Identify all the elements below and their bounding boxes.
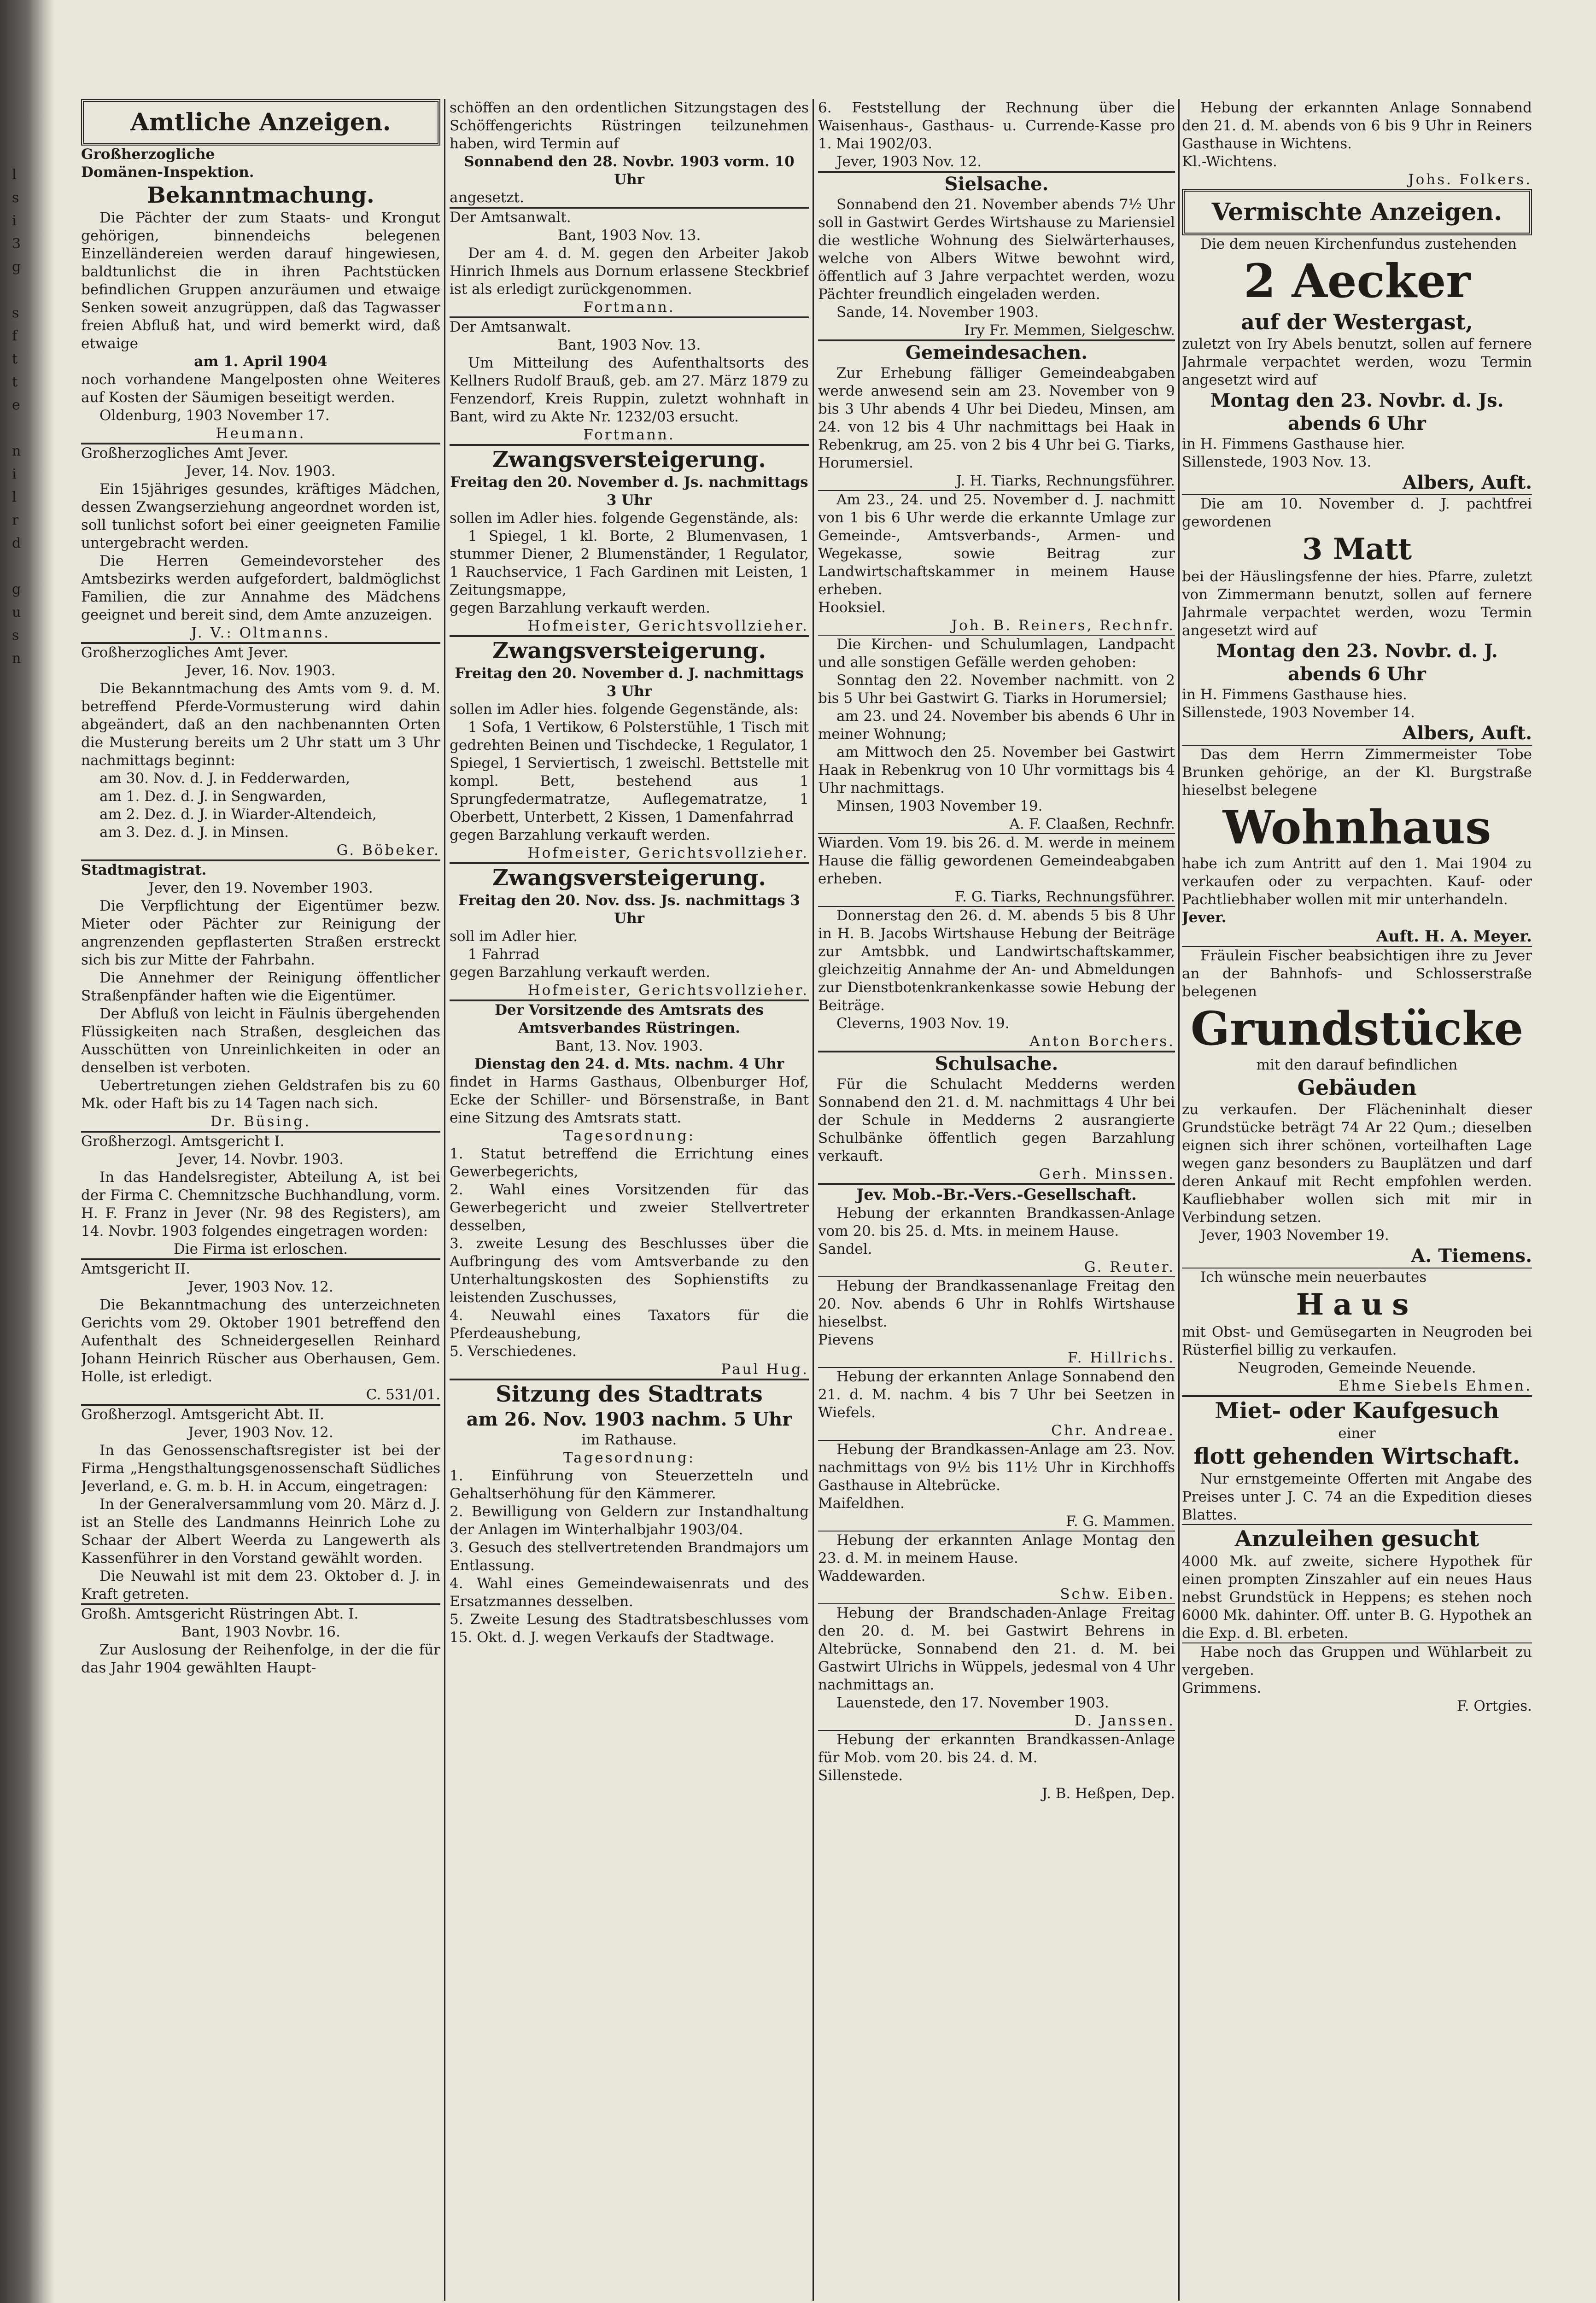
notice-amtsgericht-2 [81, 1260, 440, 1404]
ad-title: Miet- oder Kaufgesuch [1215, 1398, 1499, 1424]
notice-date: Jever, 14. Novbr. 1903. [178, 1151, 344, 1168]
notice-body-2: Die Annehmer der Reinigung öffentlicher Straßenpfänder haften wie die Eigentümer. [81, 970, 440, 1004]
ad-signature: Albers, Auft. [1403, 722, 1532, 744]
notice-place: Oldenburg, 1903 November 17. [99, 407, 330, 424]
notice-line: am 30. Nov. d. J. in Fedderwarden, [99, 770, 351, 787]
notice-body: Um Mitteilung des Aufenthaltsorts des Kellners Rudolf Brauß, geb. am 27. März 1879 zu Fenzendorf, Kreis Ruppin, zuletzt wohnhaft in Bant, wird zu Akte Nr. 1232/03 ersucht. [450, 355, 809, 425]
notice-body-2: noch vorhandene Mangelposten ohne Weiteres auf Kosten der Säumigen beseitigt werden. [81, 371, 440, 406]
notice-amt-jever-1 [81, 444, 440, 642]
notice-agenda-label: Tagesordnung: [563, 1128, 696, 1144]
agenda-item: 3. Gesuch des stellvertretenden Brandmajors um Entlassung. [450, 1539, 809, 1574]
notice-body: Am 23., 24. und 25. November d. J. nachmitt von 1 bis 6 Uhr werde die erkannte Umlage zur Gemeinde-, Amtsverbands-, Armen- und Wegekasse, sowie Beitrag zur Landwirtschaftskammer in meinem Hause erheben. [818, 491, 1175, 598]
spine-letter: s [12, 627, 19, 643]
notice-title: Zwangsversteigerung. [492, 865, 766, 891]
agenda-item: 1. Einführung von Steuerzetteln und Gehaltserhöhung für den Kämmerer. [450, 1467, 809, 1502]
notice-zwangsversteigerung-2 [450, 637, 809, 862]
notice-place: Sandel. [818, 1241, 872, 1257]
notice-line: am 2. Dez. d. J. in Wiarder-Altendeich, [99, 806, 377, 823]
notice-waddewarden [818, 1531, 1175, 1603]
spine-letter: n [12, 443, 21, 459]
ad-signature: A. Tiemens. [1411, 1245, 1532, 1267]
notice-head: Der Amtsanwalt. [450, 209, 571, 226]
ad-headline: Haus [1296, 1287, 1418, 1322]
agenda-item: 3. zweite Lesung des Beschlusses über die Aufbringung des vom Amtsverbande zu den Unterhaltungskosten des Sophienstifts zu leistenden Zuschusses, [450, 1235, 809, 1306]
notice-where: im Rathause. [581, 1432, 677, 1448]
notice-head: Großherzogliches Amt Jever. [81, 644, 289, 661]
notice-body: In das Genossenschaftsregister ist bei der Firma „Hengsthaltungsgenossenschaft Südliches Jeverland, e. G. m. b. H. in Accum, eingetragen: [81, 1442, 440, 1495]
ad-where: in H. Fimmens Gasthause hies. [1182, 686, 1407, 703]
spine-letter: 3 [12, 236, 21, 252]
notice-reference: C. 531/01. [366, 1386, 440, 1403]
spine-letter: i [12, 213, 17, 229]
notice-when: Freitag den 20. November d. Js. nachmittags 3 Uhr [450, 474, 808, 509]
notice-place: Sillenstede. [818, 1767, 903, 1784]
ad-haus [1182, 1268, 1532, 1395]
notice-body: Hebung der erkannten Anlage Montag den 23. d. M. in meinem Hause. [818, 1532, 1175, 1567]
continued-text: 6. Feststellung der Rechnung über die Waisenhaus-, Gasthaus- u. Currende-Kasse pro 1. Mai 1902/03. [818, 99, 1175, 152]
spine-letter: g [12, 259, 21, 275]
notice-signature: Paul Hug. [721, 1361, 809, 1378]
ad-intro: Das dem Herrn Zimmermeister Tobe Brunken gehörige, an der Kl. Burgstraße hieselbst belegene [1182, 746, 1532, 799]
notice-sielsache [818, 173, 1175, 339]
continued-place: Kl.-Wichtens. [1182, 153, 1277, 170]
spine-letter: s [12, 305, 19, 321]
notice-body: Für die Schulacht Medderns werden Sonnabend den 21. d. M. nachmittags 4 Uhr bei der Schule in Medderns 2 ausrangierte Schulbänke öffentlich gegen Barzahlung verkauft. [818, 1076, 1175, 1164]
notice-body: Hebung der Brandkassen-Anlage am 23. Nov. nachmittags von 9½ bis 11½ Uhr in Kirchhoffs Gasthause in Altebrücke. [818, 1441, 1175, 1494]
notice-title: Jev. Mob.-Br.-Vers.-Gesellschaft. [856, 1186, 1137, 1204]
agenda-item: 1. Statut betreffend die Errichtung eines Gewerbegerichts, [450, 1146, 809, 1180]
notice-amt-jever-2 [81, 644, 440, 859]
notice-body: Hebung der erkannten Anlage Sonnabend den 21. d. M. nachm. 4 bis 7 Uhr bei Seetzen in Wiefels. [818, 1368, 1175, 1421]
notice-when: Freitag den 20. November d. J. nachmittags 3 Uhr [455, 665, 804, 700]
notice-body: sollen im Adler hies. folgende Gegenstände, als: [450, 701, 799, 718]
ad-headline: Grundstücke [1190, 1001, 1524, 1056]
notice-zwangsversteigerung-1 [450, 446, 809, 635]
notice-signature: Dr. Büsing. [210, 1113, 311, 1130]
notice-authority: Großherzogliche [81, 146, 215, 163]
notice-line: Sonntag den 22. November nachmitt. von 2 bis 5 Uhr bei Gastwirt G. Tiarks in Horumersiel; [818, 672, 1175, 707]
spine-letter: n [12, 650, 21, 666]
spine-letter: e [12, 397, 20, 413]
notice-body: Hebung der Brandschaden-Anlage Freitag den 20. d. M. bei Gastwirt Behrens in Altebrücke, Sonnabend den 21. d. M. bei Gastwirt Ulrichs in Wüppels, jedesmal von 4 Uhr nachmittags an. [818, 1605, 1175, 1693]
notice-title: Bekanntmachung. [147, 182, 374, 208]
notice-body: Wiarden. Vom 19. bis 26. d. M. werde in meinem Hause die fällig gewordenen Gemeindeabgaben erheben. [818, 835, 1175, 887]
notice-zwangsversteigerung-3 [450, 864, 809, 1000]
ad-body: Nur ernstgemeinte Offerten mit Angabe des Preises unter J. C. 74 an die Expedition dieses Blattes. [1182, 1471, 1532, 1523]
ad-body: bei der Häuslingsfenne der hies. Pfarre, zuletzt von Zimmermann benutzt, sollen auf fernere Jahrmale verpachtet werden, wozu Termin angesetzt wird auf [1182, 568, 1532, 639]
spine-letter: g [12, 581, 21, 597]
notice-head: Großherzogl. Amtsgericht Abt. II. [81, 1406, 324, 1423]
notice-line: am 1. Dez. d. J. in Sengwarden, [99, 788, 327, 805]
notice-amtsgericht-ruestringen [81, 1605, 440, 1677]
ad-body: 4000 Mk. auf zweite, sichere Hypothek für einen prompten Zinszahler auf ein neues Haus nebst Grundstück in Heppens; es stehen noch 6000 Mk. dahinter. Off. unter B. G. Hypothek an die Exp. d. Bl. erbeten. [1182, 1553, 1532, 1642]
notice-place: Lauenstede, den 17. November 1903. [836, 1695, 1109, 1711]
notice-amtsgericht-3 [81, 1406, 440, 1603]
notice-hooksiel [818, 491, 1175, 635]
agenda-item: 2. Bewilligung von Geldern zur Instandhaltung der Anlagen im Winterhalbjahr 1903/04. [450, 1503, 809, 1538]
column-3 [818, 99, 1175, 2301]
notice-head: Amtsgericht II. [81, 1261, 191, 1277]
notice-body: Der am 4. d. M. gegen den Arbeiter Jakob Hinrich Ihmels aus Dornum erlassene Steckbrief ist als erledigt zurückgenommen. [450, 245, 809, 298]
notice-signature: F. G. Mammen. [1066, 1513, 1175, 1530]
notice-signature: Hofmeister, Gerichtsvollzieher. [527, 845, 809, 861]
notice-body: Die Bekanntmachung des Amts vom 9. d. M. betreffend Pferde-Vormusterung wird dahin abgeändert, daß an den nachbenannten Orten die Musterung bereits um 2 Uhr statt um 3 Uhr nachmittags beginnt: [81, 680, 440, 769]
ad-headline: flott gehenden Wirtschaft. [1193, 1444, 1520, 1469]
notice-place: Waddewarden. [818, 1568, 926, 1584]
agenda-item: 5. Zweite Lesung des Stadtratsbeschlusses vom 15. Okt. d. J. wegen Verkaufs der Stadtwage. [450, 1611, 809, 1646]
notice-altebruecke [818, 1441, 1175, 1531]
ad-body: habe ich zum Antritt auf den 1. Mai 1904 zu verkaufen oder zu verpachten. Kauf- oder Pachtliebhaber wollen mit mir unterhandeln. [1182, 855, 1532, 908]
notice-cleverns [818, 907, 1175, 1051]
notice-pievens [818, 1277, 1175, 1367]
spine-letter: u [12, 604, 21, 620]
notice-head: Der Amtsanwalt. [450, 319, 571, 335]
notice-body-3: Die Neuwahl ist mit dem 23. Oktober d. J. in Kraft getreten. [81, 1568, 440, 1602]
ad-when: Montag den 23. Novbr. d. J. abends 6 Uhr [1216, 640, 1498, 685]
notice-body-3: Der Abfluß von leicht in Fäulnis übergehenden Flüssigkeiten nach Straßen, desgleichen das Ausschütten von Unreinlichkeiten in oder an denselben ist verboten. [81, 1005, 440, 1076]
continued-date: Jever, 1903 Nov. 12. [836, 153, 982, 170]
notice-body: In das Handelsregister, Abteilung A, ist bei der Firma C. Chemnitzsche Buchhandlung, vorm. H. F. Franz in Jever (Nr. 98 des Registers), am 14. Novbr. 1903 folgendes eingetragen worden: [81, 1169, 440, 1239]
notice-signature: F. G. Tiarks, Rechnungsführer. [954, 888, 1175, 905]
notice-items: 1 Fahrrad [468, 946, 540, 963]
ad-intro: Fräulein Fischer beabsichtigen ihre zu Jever an der Bahnhofs- und Schlosserstraße belegenen [1182, 947, 1532, 1000]
notice-head: Stadtmagistrat. [81, 862, 207, 878]
notice-date: Jever, 1903 Nov. 12. [188, 1424, 333, 1441]
ad-aecker [1182, 235, 1532, 494]
notice-when: Dienstag den 24. d. Mts. nachm. 4 Uhr [474, 1056, 784, 1072]
ad-matt [1182, 495, 1532, 745]
spine-letter: r [12, 512, 19, 528]
notice-stadtmagistrat [81, 861, 440, 1131]
ad-place: Jever, 1903 November 19. [1200, 1227, 1389, 1244]
notice-place: Minsen, 1903 November 19. [836, 798, 1043, 814]
notice-date: Jever, 14. Nov. 1903. [186, 463, 336, 479]
notice-signature: Schw. Eiben. [1060, 1586, 1175, 1602]
notice-title: Zwangsversteigerung. [492, 638, 766, 664]
newspaper-page [81, 99, 1532, 2301]
section-header-misc: Vermischte Anzeigen. [1182, 189, 1532, 235]
notice-date-bold: am 1. April 1904 [194, 353, 327, 370]
notice-signature: F. Hillrichs. [1068, 1350, 1175, 1366]
notice-date: Bant, 1903 Nov. 13. [557, 227, 701, 244]
notice-signature: Fortmann. [583, 427, 675, 443]
ad-place: Neugroden, Gemeinde Neuende. [1238, 1360, 1476, 1376]
spine-letter: d [12, 535, 21, 551]
notice-signature: Anton Borchers. [1029, 1033, 1175, 1050]
spine-letter-fragments [12, 138, 30, 668]
agenda-item: 4. Neuwahl eines Taxators für die Pferdeaushebung, [450, 1307, 809, 1342]
spine-letter: i [12, 466, 17, 482]
notice-title: Zwangsversteigerung. [492, 447, 766, 473]
notice-signature: G. Reuter. [1084, 1259, 1175, 1275]
notice-body: Die Kirchen- und Schulumlagen, Landpacht und alle sonstigen Gefälle werden gehoben: [818, 636, 1175, 671]
notice-schulsache [818, 1052, 1175, 1183]
notice-wiarden [818, 834, 1175, 906]
notice-body: sollen im Adler hies. folgende Gegenstände, als: [450, 510, 799, 526]
notice-body: Sonnabend den 21. November abends 7½ Uhr soll in Gastwirt Gerdes Wirtshause zu Mariensiel die westliche Wohnung des Sielwärterhauses, welche von Albers Witwe bewohnt wird, öffentlich auf 3 Jahre verpachtet werden, wozu Pächter freundlich eingeladen werden. [818, 196, 1175, 303]
notice-signature: Gerh. Minssen. [1039, 1166, 1175, 1182]
ad-where: in H. Fimmens Gasthause hier. [1182, 436, 1405, 452]
notice-date: Bant, 1903 Nov. 13. [557, 337, 701, 353]
notice-end: gegen Barzahlung verkauft werden. [450, 964, 711, 981]
notice-agenda-label: Tagesordnung: [563, 1450, 696, 1466]
notice-head: Großh. Amtsgericht Rüstringen Abt. I. [81, 1606, 359, 1622]
notice-signature: Chr. Andreae. [1051, 1422, 1175, 1439]
spine-letter: s [12, 190, 19, 206]
notice-date: Jever, 16. Nov. 1903. [186, 662, 336, 679]
notice-signature: Fortmann. [583, 299, 675, 316]
notice-items: 1 Sofa, 1 Vertikow, 6 Polsterstühle, 1 Tisch mit gedrehten Beinen und Tischdecke, 1 Regulator, 1 Spiegel, 1 Serviertisch, 1 zweischl. Bettstelle mit kompl. Bett, bestehend aus 1 Sprungfedermatratze, Auflegematratze, 1 Oberbett, Unterbett, 2 Kissen, 1 Damenfahrrad [450, 719, 809, 825]
ad-when: Montag den 23. Novbr. d. Js. abends 6 Uhr [1210, 390, 1504, 434]
spine-letter: t [12, 351, 18, 367]
notice-signature: J. V.: Oltmanns. [191, 625, 331, 641]
ad-anzuleihen [1182, 1525, 1532, 1642]
notice-date: Bant, 1903 Novbr. 16. [181, 1624, 340, 1640]
notice-end: gegen Barzahlung verkauft werden. [450, 827, 711, 843]
ad-title: Anzuleihen gesucht [1234, 1526, 1479, 1552]
continued-text: Hebung der erkannten Anlage Sonnabend den 21. d. M. abends von 6 bis 9 Uhr in Reiners Gasthause in Wichtens. [1182, 99, 1532, 152]
notice-lauenstede [818, 1604, 1175, 1730]
section-header-official: Amtliche Anzeigen. [81, 99, 440, 146]
ad-signature: Albers, Auft. [1403, 472, 1532, 493]
notice-line: am 23. und 24. November bis abends 6 Uhr in meiner Wohnung; [818, 708, 1175, 742]
notice-line: am Mittwoch den 25. November bei Gastwirt Haak in Rebenkrug von 10 Uhr vormittags bis 4 Uhr nachmittags. [818, 744, 1175, 796]
notice-body: Hebung der Brandkassenanlage Freitag den 20. Nov. abends 6 Uhr in Rohlfs Wirtshause hieselbst. [818, 1278, 1175, 1330]
column-rule [444, 99, 445, 2301]
ad-subheadline: Gebäuden [1297, 1075, 1417, 1100]
ad-intro: Die am 10. November d. J. pachtfrei gewordenen [1182, 496, 1532, 530]
notice-body: Zur Erhebung fälliger Gemeindeabgaben werde anwesend sein am 23. November von 9 bis 3 Uhr abends 4 Uhr bei Diedeu, Minsen, am 24. von 12 bis 4 Uhr nachmittags bei Haak in Rebenkrug, am 25. von 2 bis 4 Uhr bei G. Tiarks, Horumersiel. [818, 365, 1175, 471]
ad-place: Sillenstede, 1903 November 14. [1182, 704, 1415, 721]
column-rule [1178, 99, 1180, 2301]
ad-sub: mit den darauf befindlichen [1256, 1057, 1458, 1073]
notice-brandkasse [818, 1185, 1175, 1276]
spine-letter: l [12, 167, 17, 183]
notice-signature: G. Böbeker. [336, 842, 440, 859]
notice-date: Jever, den 19. November 1903. [148, 880, 373, 896]
notice-body-2: In der Generalversammlung vom 20. März d. J. ist an Stelle des Landmanns Heinrich Lohe zu Schaar der Albert Weerda zu Langewerth als Kassenführer in den Vorstand gewählt worden. [81, 1496, 440, 1567]
notice-signature: Hofmeister, Gerichtsvollzieher. [527, 618, 809, 634]
ad-body: zuletzt von Iry Abels benutzt, sollen auf fernere Jahrmale verpachtet werden, wozu Termin angesetzt wird auf [1182, 336, 1532, 388]
ad-place: Sillenstede, 1903 Nov. 13. [1182, 454, 1372, 470]
binding-spine [0, 0, 54, 2303]
ad-intro: Ich wünsche mein neuerbautes [1200, 1269, 1427, 1286]
column-rule [813, 99, 814, 2301]
continued-date-bold: Sonnabend den 28. Novbr. 1903 vorm. 10 Uhr [464, 153, 795, 188]
ad-signature: Auft. H. A. Meyer. [1376, 927, 1532, 946]
notice-body: Hebung der erkannten Brandkassen-Anlage für Mob. vom 20. bis 24. d. M. [818, 1731, 1175, 1766]
agenda-item: 4. Wahl eines Gemeindewaisenrats und des Ersatzmannes desselben. [450, 1575, 809, 1610]
notice-body: Die Pächter der zum Staats- und Krongut gehörigen, binnendeichs belegenen Einzelländereien werden darauf hingewiesen, baldtunlichst die in ihren Pachtstücken befindlichen Gruppen anzuräumen und etwaige Senken soweit anzugrüppen, daß das Tagwasser freien Abfluß hat, und wird bemerkt wird, daß etwaige [81, 210, 440, 352]
ad-body: zu verkaufen. Der Flächeninhalt dieser Grundstücke beträgt 74 Ar 22 Qum.; dieselben eignen sich ihrer schönen, vorteilhaften Lage wegen ganz besonders zu Bauplätzen und darf deren Ankauf mit Recht empfohlen werden. Kaufliebhaber wollen sich mit mir in Verbindung setzen. [1182, 1101, 1532, 1226]
ad-headline: Wohnhaus [1222, 800, 1491, 854]
ad-place: Grimmens. [1182, 1680, 1262, 1696]
notice-amtsanwalt-2 [450, 318, 809, 444]
notice-amtsgericht-1 [81, 1133, 440, 1258]
notice-date: Bant, 13. Nov. 1903. [555, 1038, 703, 1054]
ad-signature: F. Ortgies. [1457, 1698, 1532, 1714]
ad-headline: 3 Matt [1302, 532, 1412, 567]
notice-body: findet in Harms Gasthaus, Olbenburger Hof, Ecke der Schiller- und Börsenstraße, in Bant eine Sitzung des Amtsrats statt. [450, 1074, 809, 1126]
notice-head: Großherzogl. Amtsgericht I. [81, 1133, 285, 1150]
notice-body: Die Bekanntmachung des unterzeichneten Gerichts vom 29. Oktober 1901 betreffend den Aufenthalt des Schneidergesellen Reinhard Johann Heinrich Rüscher aus Oberhausen, Gem. Holle, ist erledigt. [81, 1297, 440, 1385]
column-1 [81, 99, 440, 2301]
notice-authority-sub: Domänen-Inspektion. [81, 164, 254, 181]
ad-grundstuecke [1182, 947, 1532, 1268]
notice-line: am 3. Dez. d. J. in Minsen. [99, 824, 289, 841]
notice-title: Schulsache. [935, 1053, 1058, 1075]
notice-signature: D. Janssen. [1074, 1713, 1175, 1729]
ad-small: einer [1338, 1425, 1376, 1442]
notice-signature: Iry Fr. Memmen, Sielgeschw. [964, 322, 1175, 339]
notice-title: Gemeindesachen. [905, 342, 1088, 363]
spine-letter: t [12, 374, 18, 390]
column-2 [450, 99, 809, 2301]
ad-signature: Ehme Siebels Ehmen. [1339, 1378, 1532, 1394]
notice-title: Sitzung des Stadtrats [496, 1381, 763, 1407]
continued-signature: Johs. Folkers. [1408, 171, 1532, 188]
notice-body: Zur Auslosung der Reihenfolge, in der die für das Jahr 1904 gewählten Haupt- [81, 1642, 440, 1676]
notice-signature: J. H. Tiarks, Rechnungsführer. [956, 473, 1175, 489]
notice-signature: Heumann. [216, 425, 306, 442]
notice-stadtrat [450, 1380, 809, 1647]
notice-body-2: Die Herren Gemeindevorsteher des Amtsbezirks werden aufgefordert, baldmöglichst Familien, die zur Annahme des Mädchens geeignet und bereit sind, dem Amte anzuzeigen. [81, 553, 440, 623]
notice-signature: A. F. Claaßen, Rechnfr. [1009, 816, 1175, 832]
notice-title: Sielsache. [944, 173, 1049, 195]
notice-body-4: Uebertretungen ziehen Geldstrafen bis zu 60 Mk. oder Haft bis zu 14 Tagen nach sich. [81, 1077, 440, 1112]
notice-place: Sande, 14. November 1903. [836, 304, 1039, 321]
continued-text-end: angesetzt. [450, 189, 524, 206]
ad-intro: Die dem neuen Kirchenfundus zustehenden [1200, 236, 1517, 252]
notice-domaenen-inspektion [81, 146, 440, 443]
ad-headline: 2 Aecker [1243, 254, 1471, 308]
notice-signature: Joh. B. Reiners, Rechnfr. [951, 617, 1175, 634]
notice-place: Hooksiel. [818, 599, 886, 616]
notice-body: Die Verpflichtung der Eigentümer bezw. Mieter oder Pächter zur Reinigung der angrenzenden gepflasterten Straßen erstreckt sich bis zur Mitte der Fahrbahn. [81, 898, 440, 968]
ad-body: Habe noch das Gruppen und Wühlarbeit zu vergeben. [1182, 1644, 1532, 1678]
notice-wiefels [818, 1368, 1175, 1440]
ad-wirtschaft [1182, 1397, 1532, 1524]
notice-body: Donnerstag den 26. d. M. abends 5 bis 8 Uhr in H. B. Jacobs Wirtshause Hebung der Beiträge zur Amtsbbk. und Landwirtschaftskammer, gleichzeitig Annahme der An- und Abmeldungen zur Dienstbotenkrankenkasse sowie Hebung der Beiträge. [818, 907, 1175, 1014]
notice-line: Die Firma ist erloschen. [173, 1241, 348, 1257]
notice-sillenstede [818, 1731, 1175, 1803]
notice-minsen [818, 636, 1175, 833]
notice-signature: J. B. Heßpen, Dep. [1041, 1785, 1175, 1802]
notice-head: Großherzogliches Amt Jever. [81, 445, 289, 462]
notice-place: Maifeldhen. [818, 1495, 905, 1512]
notice-place: Cleverns, 1903 Nov. 19. [836, 1015, 1010, 1032]
notice-amtsrat [450, 1001, 809, 1379]
notice-gemeindesachen [818, 341, 1175, 490]
notice-body: Hebung der erkannten Brandkassen-Anlage vom 20. bis 25. d. Mts. in meinem Hause. [818, 1205, 1175, 1239]
notice-amtsanwalt-1 [450, 209, 809, 316]
notice-head: Der Vorsitzende des Amtsrats des Amtsverbandes Rüstringen. [495, 1002, 764, 1036]
notice-end: gegen Barzahlung verkauft werden. [450, 600, 711, 616]
notice-when: am 26. Nov. 1903 nachm. 5 Uhr [466, 1409, 792, 1430]
notice-body: Ein 15jähriges gesundes, kräftiges Mädchen, dessen Zwangserziehung angeordnet worden ist, soll tunlichst sofort bei einer geeigneten Familie untergebracht werden. [81, 481, 440, 551]
notice-date: Jever, 1903 Nov. 12. [188, 1279, 333, 1295]
notice-items: 1 Spiegel, 1 kl. Borte, 2 Blumenvasen, 1 stummer Diener, 2 Blumenständer, 1 Regulator, 1 Rauchservice, 1 Fach Gardinen mit Leisten, 1 Zeitungsmappe, [450, 528, 809, 598]
ad-subheadline: auf der Westergast, [1241, 310, 1473, 334]
continued-text: schöffen an den ordentlichen Sitzungstagen des Schöffengerichts Rüstringen teilzunehmen haben, wird Termin auf [450, 99, 809, 152]
agenda-item: 2. Wahl eines Vorsitzenden für das Gewerbegericht und zweier Stellvertreter desselben, [450, 1181, 809, 1234]
column-4 [1182, 99, 1532, 2301]
agenda-item: 5. Verschiedenes. [450, 1343, 577, 1360]
notice-signature: Hofmeister, Gerichtsvollzieher. [527, 982, 809, 999]
spine-letter: f [12, 328, 18, 344]
ad-body: mit Obst- und Gemüsegarten in Neugroden bei Rüsterfiel billig zu verkaufen. [1182, 1324, 1532, 1358]
ad-wohnhaus [1182, 746, 1532, 946]
notice-when: Freitag den 20. Nov. dss. Js. nachmittags 3 Uhr [458, 892, 800, 927]
notice-place: Pievens [818, 1332, 874, 1348]
ad-place: Jever. [1182, 909, 1227, 926]
spine-letter: l [12, 489, 17, 505]
notice-body: soll im Adler hier. [450, 928, 578, 945]
ad-gruppen [1182, 1643, 1532, 1715]
